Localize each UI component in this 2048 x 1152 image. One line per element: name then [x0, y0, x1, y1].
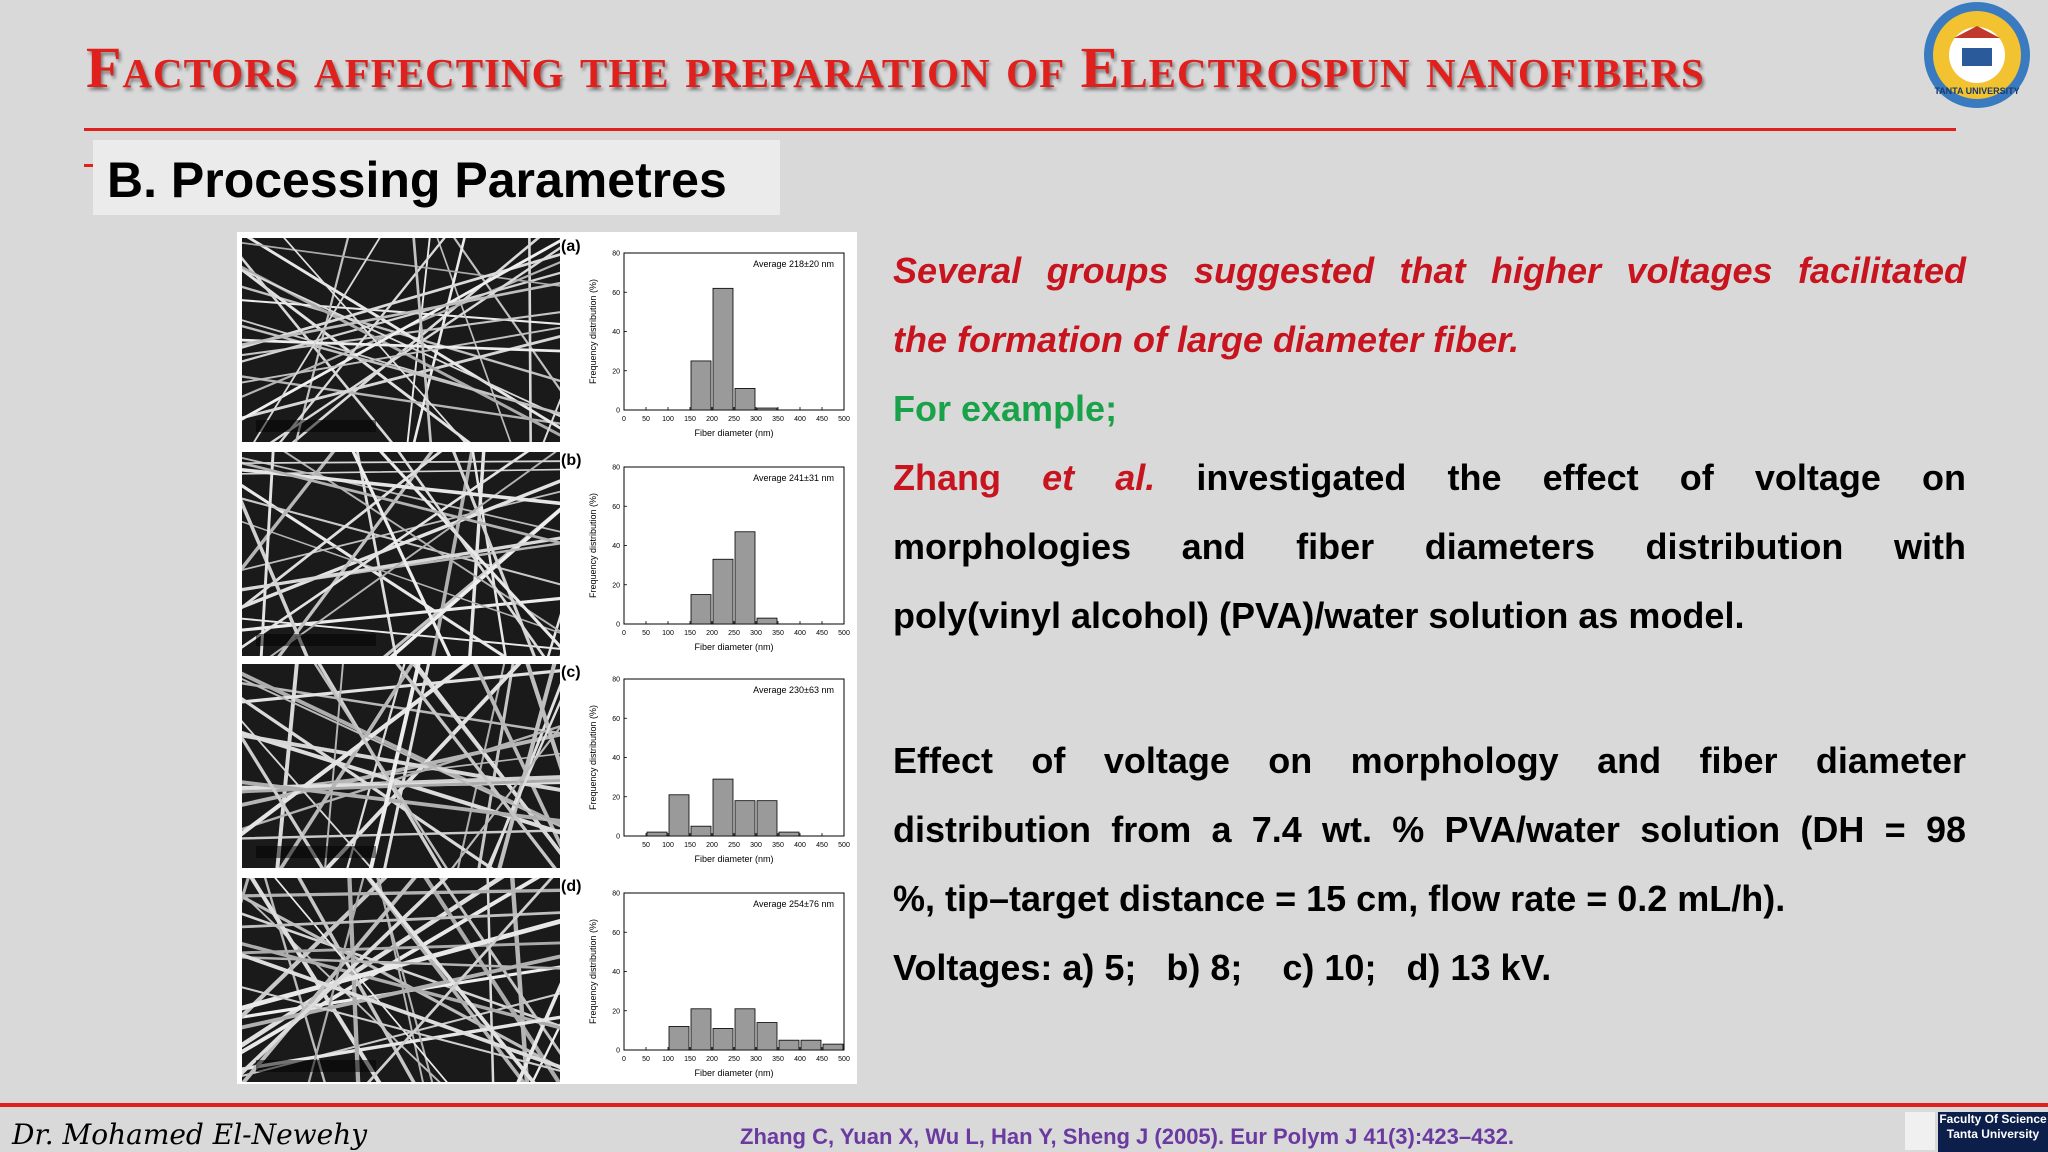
histogram-bar: [713, 559, 733, 624]
histogram-c: [582, 661, 857, 873]
y-tick-label: 0: [616, 621, 620, 629]
zhang-line-1: [893, 443, 1966, 512]
average-annotation: Average 230±63 nm: [753, 685, 834, 695]
x-tick-label: 100: [662, 416, 674, 423]
intro-line-2: the formation of large diameter fiber.: [893, 319, 1520, 360]
x-tick-label: 100: [662, 630, 674, 637]
plot-frame: [624, 893, 844, 1050]
x-tick-label: 50: [642, 1056, 650, 1063]
zhang-line-1-rest: investigated the effect of voltage on: [1196, 457, 1966, 498]
x-tick-label: 150: [684, 842, 696, 849]
et-al: et al.: [1042, 457, 1156, 498]
y-tick-label: 40: [612, 969, 620, 976]
y-tick-label: 60: [612, 503, 620, 511]
x-tick-label: 200: [706, 1056, 718, 1063]
x-axis-label: Fiber diameter (nm): [694, 854, 774, 864]
x-tick-label: 0: [622, 1056, 626, 1063]
x-tick-label: 200: [706, 416, 718, 423]
voltages-line: Voltages: a) 5; b) 8; c) 10; d) 13 kV.: [893, 947, 1552, 988]
effect-line-1: Effect of voltage on morphology and fiber diameter: [893, 740, 1966, 781]
x-tick-label: 250: [728, 416, 740, 423]
x-tick-label: 400: [794, 416, 806, 423]
plot-frame: [624, 253, 844, 410]
university-logo: [1918, 0, 2036, 110]
x-tick-label: 50: [642, 842, 650, 849]
zhang-line-3: poly(vinyl alcohol) (PVA)/water solution as model.: [893, 595, 1745, 636]
x-tick-label: 300: [750, 842, 762, 849]
sem-image-c: [242, 664, 560, 868]
faculty-badge-line-1: Faculty Of Science: [1939, 1112, 2047, 1126]
y-tick-label: 60: [612, 289, 620, 297]
average-annotation: Average 241±31 nm: [753, 473, 834, 483]
y-tick-label: 80: [612, 676, 620, 684]
x-tick-label: 300: [750, 1056, 762, 1063]
histogram-bar: [735, 532, 755, 624]
histogram-a: [582, 235, 857, 447]
x-tick-label: 500: [838, 630, 850, 637]
histogram-b: [582, 449, 857, 661]
histogram-bar: [691, 361, 711, 410]
y-tick-label: 0: [616, 407, 620, 415]
plot-frame: [624, 467, 844, 624]
x-tick-label: 300: [750, 416, 762, 423]
intro-line-1: Several groups suggested that higher voltages facilitated: [893, 250, 1966, 291]
zhang-paragraph: [893, 443, 1966, 650]
x-axis-label: Fiber diameter (nm): [694, 428, 774, 438]
y-tick-label: 20: [612, 794, 620, 802]
x-tick-label: 150: [684, 630, 696, 637]
histogram-d: [582, 875, 857, 1087]
sem-image-d: [242, 878, 560, 1082]
x-tick-label: 200: [706, 630, 718, 637]
author-name: Zhang: [893, 457, 1001, 498]
y-tick-label: 0: [616, 833, 620, 841]
histogram-bar: [735, 1009, 755, 1050]
y-axis-label: Frequency distribution (%): [588, 918, 598, 1025]
y-tick-label: 80: [612, 464, 620, 472]
x-tick-label: 400: [794, 1056, 806, 1063]
x-tick-label: 200: [706, 842, 718, 849]
y-axis-label: Frequency distribution (%): [588, 278, 598, 385]
x-tick-label: 50: [642, 416, 650, 423]
faculty-icon: [1905, 1112, 1935, 1150]
histogram-bar: [713, 288, 733, 410]
sem-image-b: [242, 452, 560, 656]
x-tick-label: 450: [816, 630, 828, 637]
sem-info-bar: [256, 634, 376, 646]
x-tick-label: 500: [838, 842, 850, 849]
histogram-bar: [823, 1044, 843, 1050]
x-tick-label: 400: [794, 630, 806, 637]
x-tick-label: 450: [816, 842, 828, 849]
plot-frame: [624, 679, 844, 836]
histogram-bar: [713, 779, 733, 836]
x-tick-label: 250: [728, 842, 740, 849]
x-tick-label: 150: [684, 1056, 696, 1063]
histogram-bar: [757, 1023, 777, 1050]
histogram-bar: [691, 595, 711, 624]
intro-paragraph: [893, 236, 1966, 374]
x-tick-label: 0: [622, 630, 626, 637]
zhang-line-2: morphologies and fiber diameters distribution with: [893, 526, 1966, 567]
histogram-bar: [757, 618, 777, 624]
y-tick-label: 40: [612, 329, 620, 336]
y-tick-label: 20: [612, 368, 620, 376]
x-tick-label: 100: [662, 1056, 674, 1063]
y-tick-label: 40: [612, 755, 620, 762]
panel-label-a: (a): [561, 238, 581, 255]
y-tick-label: 80: [612, 890, 620, 898]
histogram-bar: [779, 832, 799, 836]
y-tick-label: 20: [612, 1008, 620, 1016]
sem-fibers: [242, 238, 560, 442]
x-tick-label: 100: [662, 842, 674, 849]
sem-info-bar: [256, 420, 376, 432]
panel-label-c: (c): [561, 664, 581, 681]
histogram-bar: [691, 826, 711, 836]
x-tick-label: 0: [622, 416, 626, 423]
x-tick-label: 500: [838, 1056, 850, 1063]
histogram-bar: [801, 1040, 821, 1050]
average-annotation: Average 254±76 nm: [753, 899, 834, 909]
effect-line-2: distribution from a 7.4 wt. % PVA/water solution (DH = 98: [893, 809, 1966, 850]
y-tick-label: 20: [612, 582, 620, 590]
y-tick-label: 60: [612, 715, 620, 723]
sem-fibers: [242, 878, 560, 1082]
subtitle-box: [93, 140, 780, 215]
x-axis-label: Fiber diameter (nm): [694, 642, 774, 652]
histogram-bar: [735, 801, 755, 836]
footer-rule: [0, 1103, 2048, 1107]
author-signature: Dr. Mohamed El-Newehy: [12, 1118, 368, 1151]
logo-text: TANTA UNIVERSITY: [1934, 86, 2020, 96]
panel-label-d: (d): [561, 878, 582, 895]
histogram-bar: [757, 801, 777, 836]
histogram-bar: [691, 1009, 711, 1050]
x-tick-label: 350: [772, 630, 784, 637]
y-tick-label: 0: [616, 1047, 620, 1055]
example-label: For example;: [893, 388, 1118, 429]
x-tick-label: 450: [816, 1056, 828, 1063]
sem-info-bar: [256, 1060, 376, 1072]
sem-image-a: [242, 238, 560, 442]
x-axis-label: Fiber diameter (nm): [694, 1068, 774, 1078]
slide-title: Factors affecting the preparation of Electrospun nanofibers: [86, 35, 1705, 100]
histogram-bar: [757, 408, 777, 410]
histogram-bar: [647, 832, 667, 836]
citation: Zhang C, Yuan X, Wu L, Han Y, Sheng J (2005). Eur Polym J 41(3):423–432.: [740, 1124, 1514, 1149]
figure-panel: [237, 232, 857, 1084]
section-subtitle: B. Processing Parametres: [107, 152, 727, 208]
title-underline: [84, 128, 1956, 131]
x-tick-label: 250: [728, 630, 740, 637]
x-tick-label: 300: [750, 630, 762, 637]
histogram-bar: [713, 1028, 733, 1050]
x-tick-label: 250: [728, 1056, 740, 1063]
y-tick-label: 40: [612, 543, 620, 550]
effect-paragraph: [893, 726, 1966, 1002]
x-tick-label: 500: [838, 416, 850, 423]
x-tick-label: 50: [642, 630, 650, 637]
effect-line-3: %, tip–target distance = 15 cm, flow rate = 0.2 mL/h).: [893, 878, 1786, 919]
y-axis-label: Frequency distribution (%): [588, 492, 598, 599]
x-tick-label: 350: [772, 842, 784, 849]
x-tick-label: 150: [684, 416, 696, 423]
histogram-bar: [735, 388, 755, 410]
histogram-bar: [669, 795, 689, 836]
x-tick-label: 400: [794, 842, 806, 849]
y-tick-label: 80: [612, 250, 620, 258]
x-tick-label: 350: [772, 1056, 784, 1063]
faculty-badge-line-2: Tanta University: [1946, 1127, 2040, 1141]
x-tick-label: 450: [816, 416, 828, 423]
x-tick-label: 350: [772, 416, 784, 423]
sem-fibers: [242, 452, 560, 656]
sem-info-bar: [256, 846, 376, 858]
sem-fibers: [242, 664, 560, 868]
y-axis-label: Frequency distribution (%): [588, 704, 598, 811]
y-tick-label: 60: [612, 929, 620, 937]
histogram-bar: [779, 1040, 799, 1050]
histogram-bar: [669, 1026, 689, 1050]
average-annotation: Average 218±20 nm: [753, 259, 834, 269]
panel-label-b: (b): [561, 452, 582, 469]
faculty-badge: [1938, 1112, 2048, 1152]
